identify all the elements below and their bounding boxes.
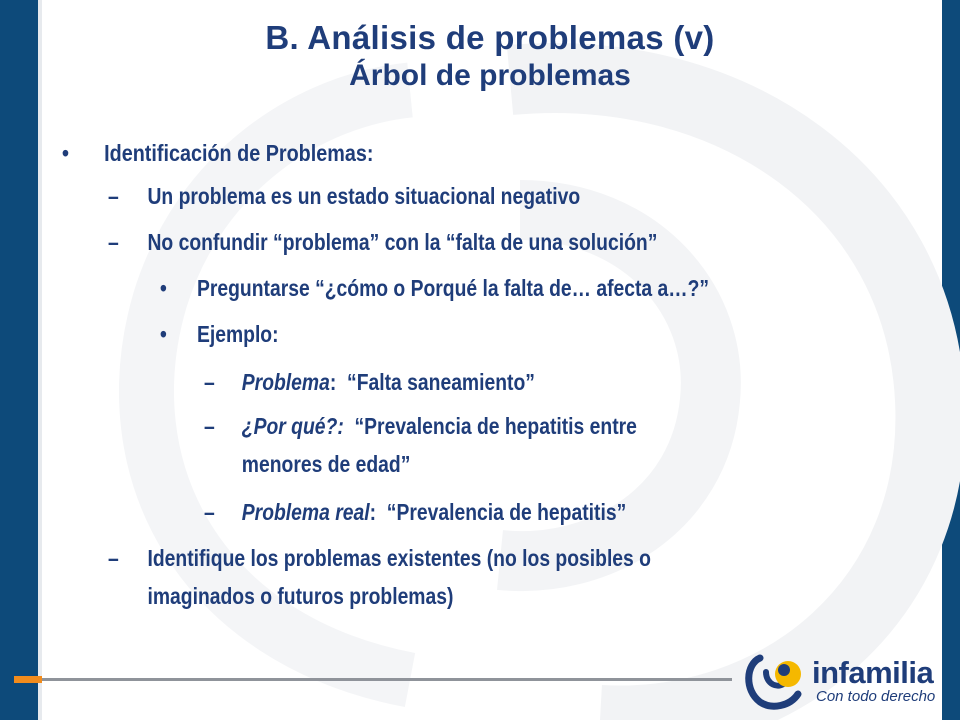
- example-text: “Prevalencia de hepatitis”: [386, 499, 627, 525]
- bullet-marker: •: [160, 275, 167, 301]
- example-text: “Falta saneamiento”: [347, 369, 535, 395]
- bullet-marker: •: [160, 321, 167, 347]
- title-main: B. Análisis de problemas (v): [265, 19, 715, 56]
- example-text: “Prevalencia de hepatitis entre: [354, 413, 637, 439]
- bullet-marker: •: [62, 140, 69, 166]
- dash-marker: –: [108, 183, 119, 209]
- example-label: ¿Por qué?:: [241, 413, 344, 439]
- example-label: Problema: [241, 369, 330, 395]
- point-text-continued: imaginados o futuros problemas): [147, 583, 454, 609]
- infamilia-logo: [742, 650, 947, 712]
- example-separator: :: [369, 499, 377, 525]
- heading-text: Identificación de Problemas:: [104, 140, 374, 166]
- dash-marker: –: [108, 545, 119, 571]
- dash-marker: –: [108, 229, 119, 255]
- point-text: Identifique los problemas existentes (no los posibles o: [147, 545, 651, 571]
- title-sub: Árbol de problemas: [349, 59, 631, 92]
- sub-text: Ejemplo:: [196, 321, 279, 347]
- point-text: No confundir “problema” con la “falta de una solución”: [147, 229, 658, 255]
- dash-marker: –: [204, 369, 215, 395]
- example-text-continued: menores de edad”: [241, 451, 411, 477]
- logo-name: infamilia: [812, 655, 934, 690]
- example-separator: :: [329, 369, 337, 395]
- point-text: Un problema es un estado situacional negativo: [147, 183, 581, 209]
- infamilia-logo-icon: [742, 650, 810, 712]
- footer-accent: [14, 676, 42, 683]
- example-label: Problema real: [241, 499, 370, 525]
- footer-line: [42, 678, 732, 681]
- logo-tagline: Con todo derecho: [816, 688, 936, 705]
- sub-text: Preguntarse “¿cómo o Porqué la falta de… afecta a…?”: [196, 275, 710, 301]
- dash-marker: –: [204, 499, 215, 525]
- dash-marker: –: [204, 413, 215, 439]
